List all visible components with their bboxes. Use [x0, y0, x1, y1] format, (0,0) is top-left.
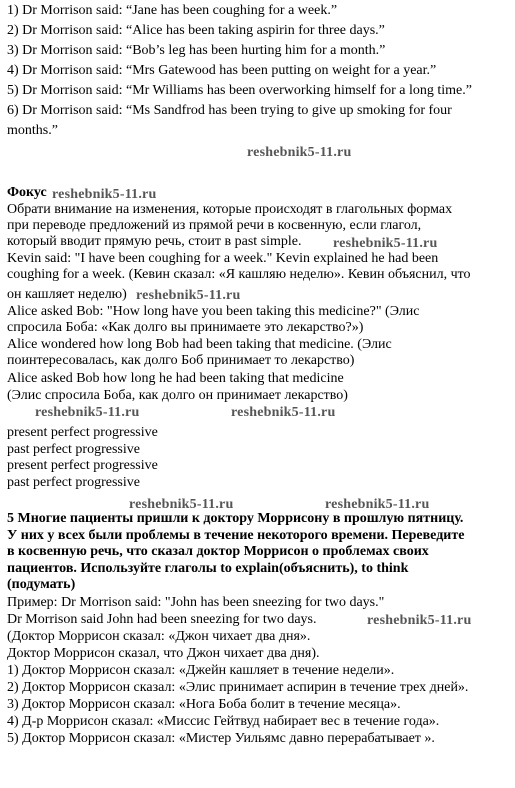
watermark: reshebnik5-11.ru — [247, 145, 352, 160]
sentence-3: 3) Dr Morrison said: “Bob’s leg has been hurting him for a month.” — [7, 43, 386, 58]
tense-label: present perfect progressive — [7, 425, 158, 440]
sentence-2: 2) Dr Morrison said: “Alice has been taking aspirin for three days.” — [7, 23, 385, 38]
task5-line: 1) Доктор Моррисон сказал: «Джейн кашляет в течение недели». — [7, 663, 395, 678]
sentence-4: 4) Dr Morrison said: “Mrs Gatewood has been putting on weight for a year.” — [7, 63, 437, 78]
focus-line: Alice wondered how long Bob had been taking that medicine. (Элис — [7, 337, 392, 352]
sentence-5: 5) Dr Morrison said: “Mr Williams has been overworking himself for a long time.” — [7, 83, 472, 98]
sentence-6-end: months.” — [7, 123, 58, 138]
task5-line: 2) Доктор Моррисон сказал: «Элис принимает аспирин в течение трех дней». — [7, 680, 469, 695]
task5-instruction: 5 Многие пациенты пришли к доктору Моррисону в прошлую пятницу. — [7, 511, 464, 526]
task5-line: Пример: Dr Morrison said: "John has been sneezing for two days." — [7, 595, 385, 610]
focus-line: спросила Боба: «Как долго вы принимаете это лекарство?») — [7, 320, 364, 335]
focus-line: Обрати внимание на изменения, которые происходят в глагольных формах — [7, 202, 453, 217]
task5-instruction: У них у всех были проблемы в течение некоторого времени. Переведите — [7, 528, 465, 543]
focus-line: поинтересовалась, как долго Боб принимает то лекарство) — [7, 353, 355, 368]
task5-line: Dr Morrison said John had been sneezing for two days. — [7, 612, 317, 627]
task5-line: (Доктор Моррисон сказал: «Джон чихает два дня». — [7, 629, 311, 644]
watermark: reshebnik5-11.ru — [136, 288, 241, 303]
task5-line: Доктор Моррисон сказал, что Джон чихает два дня). — [7, 646, 320, 661]
focus-line: Kevin said: "I have been coughing for a week." Kevin explained he had been — [7, 251, 439, 266]
task5-line: 3) Доктор Моррисон сказал: «Нога Боба болит в течение месяца». — [7, 697, 401, 712]
tense-label: present perfect progressive — [7, 458, 158, 473]
focus-line: (Элис спросила Боба, как долго он принимает лекарство) — [7, 388, 348, 403]
focus-line: Alice asked Bob: "How long have you been taking this medicine?" (Элис — [7, 304, 420, 319]
task5-instruction: (подумать) — [7, 577, 76, 592]
focus-heading: Фокус — [7, 185, 47, 200]
focus-line: Alice asked Bob how long he had been taking that medicine — [7, 371, 344, 386]
watermark: reshebnik5-11.ru — [52, 187, 157, 202]
tense-label: past perfect progressive — [7, 442, 140, 457]
sentence-1: 1) Dr Morrison said: “Jane has been coughing for a week.” — [7, 3, 338, 18]
task5-instruction: в косвенную речь, что сказал доктор Моррисон о проблемах своих — [7, 544, 429, 559]
task5-line: 5) Доктор Моррисон сказал: «Мистер Уильямс давно перерабатывает ». — [7, 731, 435, 746]
focus-line: при переводе предложений из прямой речи в косвенную, если глагол, — [7, 218, 422, 233]
focus-line: он кашляет неделю) — [7, 287, 127, 302]
watermark: reshebnik5-11.ru — [367, 613, 472, 628]
focus-line: coughing for a week. (Кевин сказал: «Я кашляю неделю». Кевин объяснил, что — [7, 267, 471, 282]
watermark: reshebnik5-11.ru — [333, 236, 438, 251]
tense-label: past perfect progressive — [7, 475, 140, 490]
task5-instruction: пациентов. Используйте глаголы to explain(объяснить), to think — [7, 561, 409, 576]
watermark: reshebnik5-11.ru — [129, 497, 234, 512]
focus-line: который вводит прямую речь, стоит в past simple. — [7, 234, 302, 249]
sentence-6: 6) Dr Morrison said: “Ms Sandfrod has been trying to give up smoking for four — [7, 103, 452, 118]
watermark: reshebnik5-11.ru — [325, 497, 430, 512]
task5-line: 4) Д-р Моррисон сказал: «Миссис Гейтвуд набирает вес в течение года». — [7, 714, 440, 729]
watermark: reshebnik5-11.ru — [231, 405, 336, 420]
watermark: reshebnik5-11.ru — [35, 405, 140, 420]
